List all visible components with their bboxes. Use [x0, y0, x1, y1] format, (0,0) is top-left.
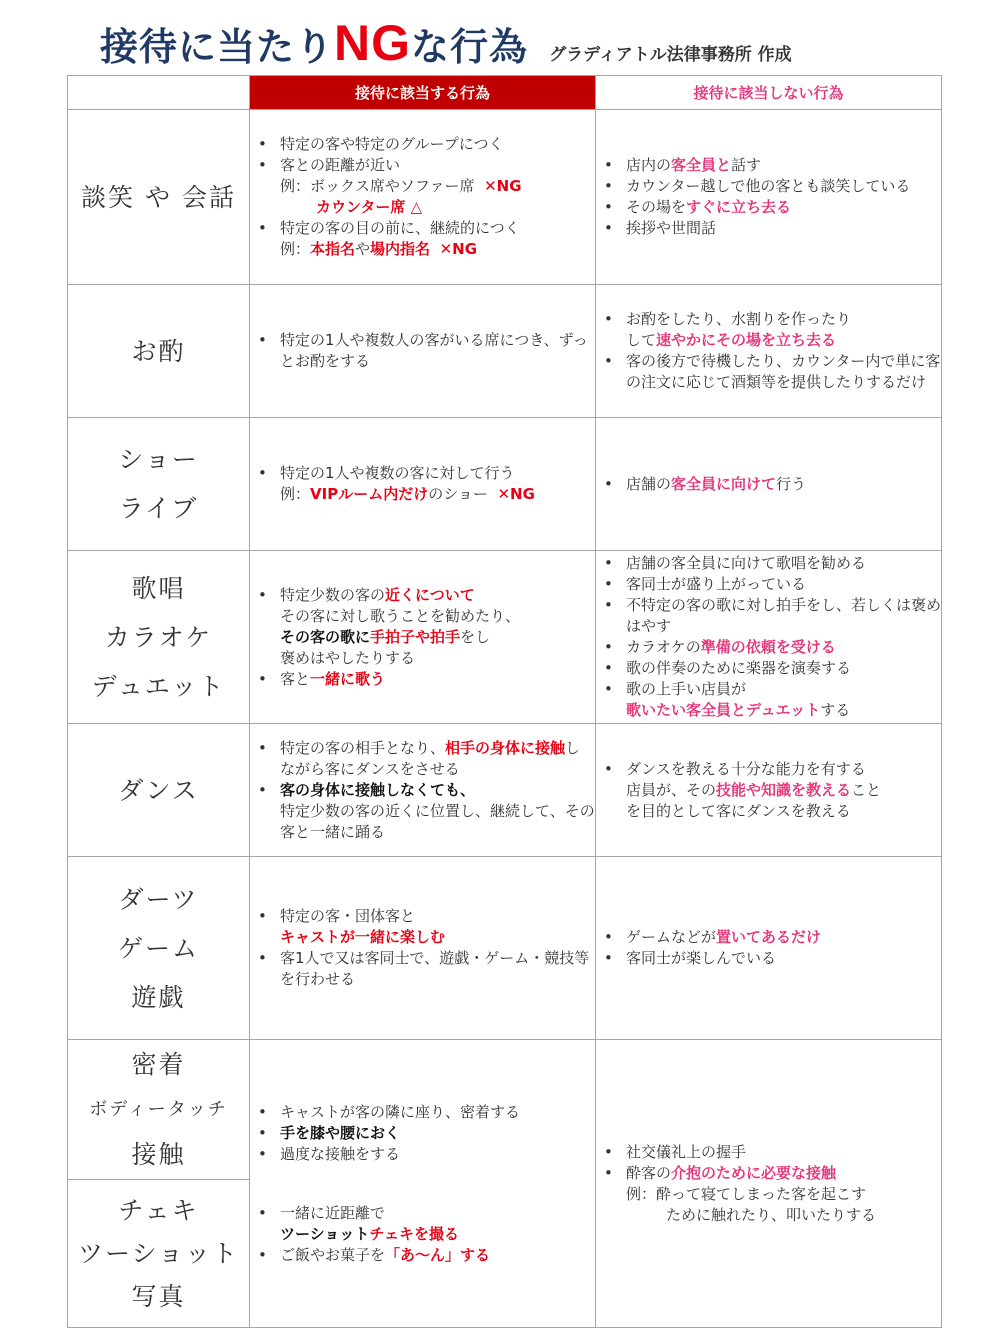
list-item: • 客1人で又は客同士で、遊戯・ゲーム・競技等を行わせる: [250, 948, 595, 990]
list-item: • 客との距離が近い 例：ボックス席やソファー席 ✕NG カウンター席 △: [250, 155, 595, 218]
ok-cell-touch-cheki: [596, 1040, 942, 1328]
list-item: • 手を膝や腰におく: [250, 1123, 595, 1144]
ng-cell-show: [250, 418, 596, 551]
row-dance: [68, 724, 942, 857]
list-item: • カラオケの準備の依頼を受ける: [596, 637, 941, 658]
ok-cell-show: [596, 418, 942, 551]
list-item: • その場をすぐに立ち去る: [596, 197, 941, 218]
page-title: [100, 14, 528, 72]
list-item: • 客の身体に接触しなくても、 特定少数の客の近くに位置し、継続して、その客と一緒に踊る: [250, 780, 595, 843]
list-item: • 客同士が盛り上がっている: [596, 574, 941, 595]
ng-cell-chat: [250, 110, 596, 285]
header-row: [68, 76, 942, 110]
list-item: • 特定の1人や複数の客に対して行う 例：VIPルーム内だけのショー ✕NG: [250, 463, 595, 505]
category-chat: 談笑 や 会話: [68, 110, 250, 285]
category-sing: 歌唱 カラオケ デュエット: [68, 551, 250, 724]
row-sing: [68, 551, 942, 724]
page-header: [100, 14, 792, 74]
row-pour: [68, 285, 942, 418]
ok-cell-dance: [596, 724, 942, 857]
ok-cell-pour: [596, 285, 942, 418]
category-dance: ダンス: [68, 724, 250, 857]
list-item: • 挨拶や世間話: [596, 218, 941, 239]
category-pour: お酌: [68, 285, 250, 418]
list-item: • 店内の客全員と話す: [596, 155, 941, 176]
list-item: • 特定の客の目の前に、継続的につく 例：本指名や場内指名 ✕NG: [250, 218, 595, 260]
header-ng-column: 接待に該当する行為: [250, 76, 596, 110]
title-ng: NG: [334, 15, 412, 71]
list-item: • 歌の上手い店員が 歌いたい客全員とデュエットする: [596, 679, 941, 721]
comparison-table: [67, 75, 942, 1328]
list-item: • 特定の客の相手となり、相手の身体に接触しながら客にダンスをさせる: [250, 738, 595, 780]
list-item: • ご飯やお菓子を「あ～ん」する: [250, 1245, 595, 1266]
list-item: • 特定の1人や複数人の客がいる席につき、ずっとお酌をする: [250, 330, 595, 372]
row-chat: [68, 110, 942, 285]
list-item: • 店舗の客全員に向けて行う: [596, 474, 941, 495]
category-touch: 密着 ボディータッチ 接触: [68, 1040, 250, 1180]
row-touch: [68, 1040, 942, 1180]
list-item: • 不特定の客の歌に対し拍手をし、若しくは褒めはやす: [596, 595, 941, 637]
ok-cell-chat: [596, 110, 942, 285]
ng-cell-touch-cheki: [250, 1040, 596, 1328]
list-item: • カウンター越しで他の客とも談笑している: [596, 176, 941, 197]
title-part-b: な行為: [411, 25, 529, 69]
ok-cell-sing: [596, 551, 942, 724]
list-item: • 酔客の介抱のために必要な接触 例：酔って寝てしまった客を起こす ために触れたり、叩いたりする: [596, 1163, 941, 1226]
list-item: • 過度な接触をする: [250, 1144, 595, 1165]
list-item: • 客同士が楽しんでいる: [596, 948, 941, 969]
list-item: • 一緒に近距離で ツーショットチェキを撮る: [250, 1203, 595, 1245]
ng-cell-pour: [250, 285, 596, 418]
ng-cell-games: [250, 857, 596, 1040]
list-item: • 特定の客・団体客と キャストが一緒に楽しむ: [250, 906, 595, 948]
list-item: • 特定の客や特定のグループにつく: [250, 134, 595, 155]
list-item: • キャストが客の隣に座り、密着する: [250, 1102, 595, 1123]
header-ok-column: 接待に該当しない行為: [596, 76, 942, 110]
category-show: ショー ライブ: [68, 418, 250, 551]
ok-cell-games: [596, 857, 942, 1040]
row-games: [68, 857, 942, 1040]
list-item: • ダンスを教える十分な能力を有する 店員が、その技能や知識を教えること を目的として客にダンスを教える: [596, 759, 941, 822]
list-item: • 客の後方で待機したり、カウンター内で単に客の注文に応じて酒類等を提供したりするだけ: [596, 351, 941, 393]
category-games: ダーツ ゲーム 遊戯: [68, 857, 250, 1040]
author-credit: グラディアトル法律事務所 作成: [549, 45, 792, 65]
category-cheki: チェキ ツーショット 写真: [68, 1180, 250, 1328]
list-item: • お酌をしたり、水割りを作ったり して速やかにその場を立ち去る: [596, 309, 941, 351]
header-blank-cell: [68, 76, 250, 110]
ng-cell-sing: [250, 551, 596, 724]
list-item: • ゲームなどが置いてあるだけ: [596, 927, 941, 948]
row-show: [68, 418, 942, 551]
ng-cell-dance: [250, 724, 596, 857]
list-item: • 歌の伴奏のために楽器を演奏する: [596, 658, 941, 679]
list-item: • 客と一緒に歌う: [250, 669, 595, 690]
list-item: • 特定少数の客の近くについて その客に対し歌うことを勧めたり、 その客の歌に手拍子や拍手をし 褒めはやしたりする: [250, 585, 595, 669]
list-item: • 店舗の客全員に向けて歌唱を勧める: [596, 553, 941, 574]
list-item: • 社交儀礼上の握手: [596, 1142, 941, 1163]
title-part-a: 接待に当たり: [100, 25, 335, 69]
